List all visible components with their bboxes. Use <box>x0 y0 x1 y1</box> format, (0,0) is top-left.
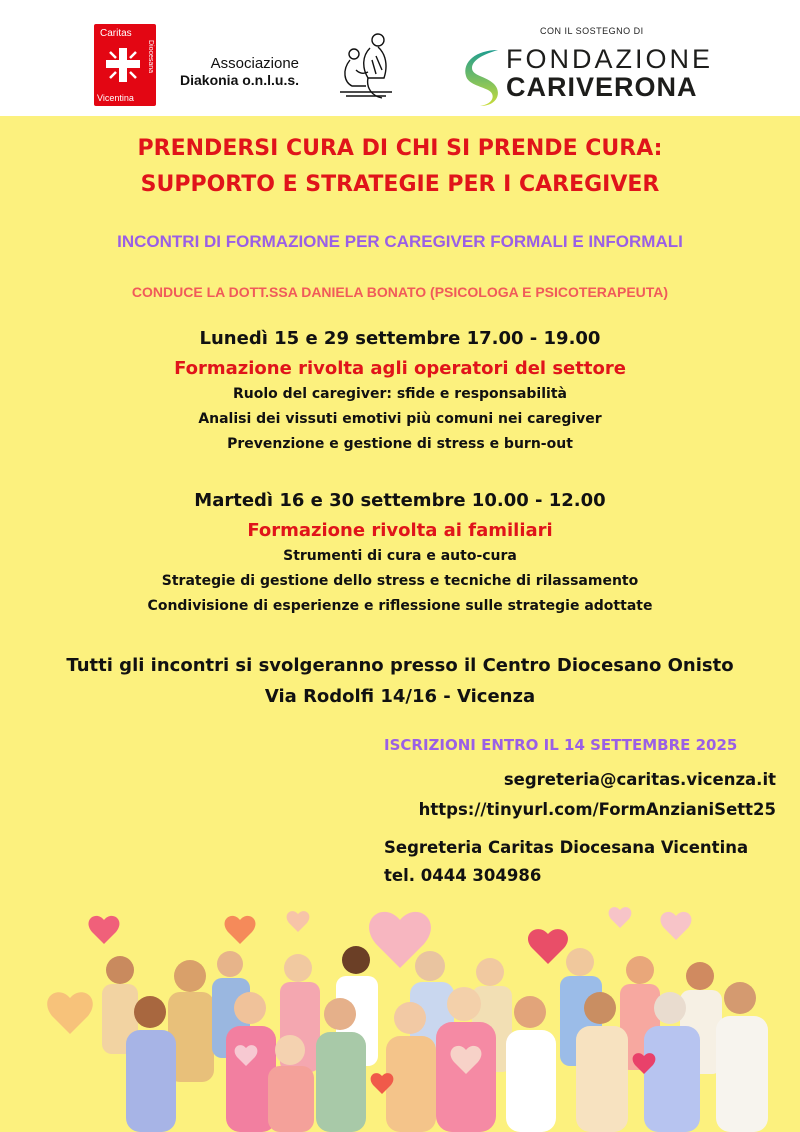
session1-item: Analisi dei vissuti emotivi più comuni nei caregiver <box>198 411 602 427</box>
session2-item: Strumenti di cura e auto-cura <box>283 548 517 564</box>
session1-item: Prevenzione e gestione di stress e burn-out <box>227 436 573 452</box>
cariverona-mark-icon <box>458 46 502 108</box>
session2-target: Formazione rivolta ai familiari <box>247 520 553 541</box>
caritas-logo <box>94 24 156 106</box>
contact-email[interactable]: segreteria@caritas.vicenza.it <box>503 770 776 789</box>
session2-item: Strategie di gestione dello stress e tecniche di rilassamento <box>161 573 639 589</box>
caritas-logo-top: Caritas <box>100 28 132 39</box>
caritas-logo-bottom: Vicentina <box>97 93 134 103</box>
subtitle: INCONTRI DI FORMAZIONE PER CAREGIVER FORMALI E INFORMALI <box>117 232 683 251</box>
diakonia-foot-washing-illustration <box>332 30 404 102</box>
diakonia-logo-text <box>180 55 299 88</box>
main-title-line1: PRENDERSI CURA DI CHI SI PRENDE CURA: <box>137 136 663 161</box>
main-title-line2: SUPPORTO E STRATEGIE PER I CAREGIVER <box>140 172 660 197</box>
location-line2: Via Rodolfi 14/16 - Vicenza <box>264 686 536 707</box>
header-logos <box>0 0 800 116</box>
session2-item: Condivisione di esperienze e riflessione sulle strategie adottate <box>147 598 653 614</box>
contact-phone: tel. 0444 304986 <box>384 866 542 885</box>
caritas-logo-side: Diocesana <box>147 40 154 74</box>
conduttrice: CONDUCE LA DOTT.SSA DANIELA BONATO (PSICOLOGA E PSICOTERAPEUTA) <box>131 284 669 300</box>
fondazione-line1: FONDAZIONE <box>506 44 714 74</box>
diakonia-line2: Diakonia o.n.l.u.s. <box>180 72 300 88</box>
contact-url[interactable]: https://tinyurl.com/FormAnzianiSett25 <box>418 800 776 819</box>
sostegno-label: CON IL SOSTEGNO DI <box>540 26 644 36</box>
session1-item: Ruolo del caregiver: sfide e responsabilità <box>233 386 567 402</box>
fondazione-line2: CARIVERONA <box>506 72 698 102</box>
caritas-cross-icon <box>106 48 140 82</box>
contact-office: Segreteria Caritas Diocesana Vicentina <box>384 838 749 857</box>
people-group <box>102 946 768 1132</box>
location-line1: Tutti gli incontri si svolgeranno presso il Centro Diocesano Onisto <box>66 655 734 676</box>
diakonia-line1: Associazione <box>210 55 300 72</box>
session1-date: Lunedì 15 e 29 settembre 17.00 - 19.00 <box>199 328 601 349</box>
crowd-with-hearts-illustration <box>40 880 800 1132</box>
iscrizioni-deadline: ISCRIZIONI ENTRO IL 14 SETTEMBRE 2025 <box>384 736 738 754</box>
session2-date: Martedì 16 e 30 settembre 10.00 - 12.00 <box>194 490 606 511</box>
session1-target: Formazione rivolta agli operatori del settore <box>174 358 626 379</box>
